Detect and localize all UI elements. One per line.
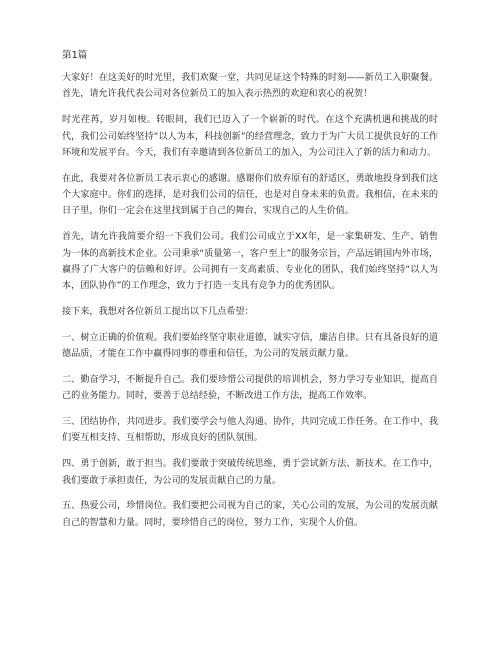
- paragraph-hope-1: 一、树立正确的价值观。我们要始终坚守职业道德，诚实守信，廉洁自律。只有具备良好的道德品质，才能在工作中赢得同事的尊重和信任，为公司的发展贡献力量。: [62, 332, 438, 360]
- paragraph-era: 时光荏苒，岁月如梭。转眼间，我们已迈入了一个崭新的时代。在这个充满机遇和挑战的时代，我们公司始终坚持“以人为本，科技创新”的经营理念，致力于为广大员工提供良好的工作环境和发展平台。今天，我们有幸邀请到各位新员工的加入，为公司注入了新的活力和动力。: [62, 115, 438, 158]
- paragraph-thanks: 在此，我要对各位新员工表示衷心的感谢。感谢你们放弃原有的舒适区，勇敢地投身到我们这个大家庭中。你们的选择，是对我们公司的信任，也是对自身未来的负责。我相信，在未来的日子里，你们一定会在这里找到属于自己的舞台，实现自己的人生价值。: [62, 173, 438, 217]
- paragraph-hopes-intro: 接下来，我想对各位新员工提出以下几点希望：: [62, 307, 254, 318]
- paragraph-greeting: 大家好！在这美好的时光里，我们欢聚一堂，共同见证这个特殊的时刻——新员工入职聚餐。首先，请允许我代表公司对各位新员工的加入表示热烈的欢迎和衷心的祝贺！: [62, 73, 438, 100]
- document-body: [62, 48, 438, 540]
- paragraph-hope-2: 二、勤奋学习，不断提升自己。我们要珍惜公司提供的培训机会，努力学习专业知识，提高自己的业务能力。同时，要善于总结经验，不断改进工作方法，提高工作效率。: [62, 374, 438, 402]
- paragraph-hope-4: 四、勇于创新，敢于担当。我们要敢于突破传统思维，勇于尝试新方法、新技术。在工作中，我们要敢于承担责任，为公司的发展贡献自己的力量。: [62, 459, 438, 486]
- section-heading: 第1篇: [62, 50, 88, 61]
- paragraph-company-intro: 首先，请允许我简要介绍一下我们公司。我们公司成立于XX年，是一家集研发、生产、销售为一体的高新技术企业。公司秉承“质量第一，客户至上”的服务宗旨，产品远销国内外市场，赢得了广大客户的信赖和好评。公司拥有一支高素质、专业化的团队，我们始终坚持“以人为本，团队协作”的工作理念，致力于打造一支具有竞争力的优秀团队。: [62, 232, 438, 292]
- paragraph-hope-5: 五、热爱公司，珍惜岗位。我们要把公司视为自己的家，关心公司的发展，为公司的发展贡献自己的智慧和力量。同时，要珍惜自己的岗位，努力工作，实现个人价值。: [62, 501, 438, 528]
- paragraph-hope-3: 三、团结协作，共同进步。我们要学会与他人沟通、协作，共同完成工作任务。在工作中，我们要互相支持、互相帮助，形成良好的团队氛围。: [62, 416, 438, 444]
